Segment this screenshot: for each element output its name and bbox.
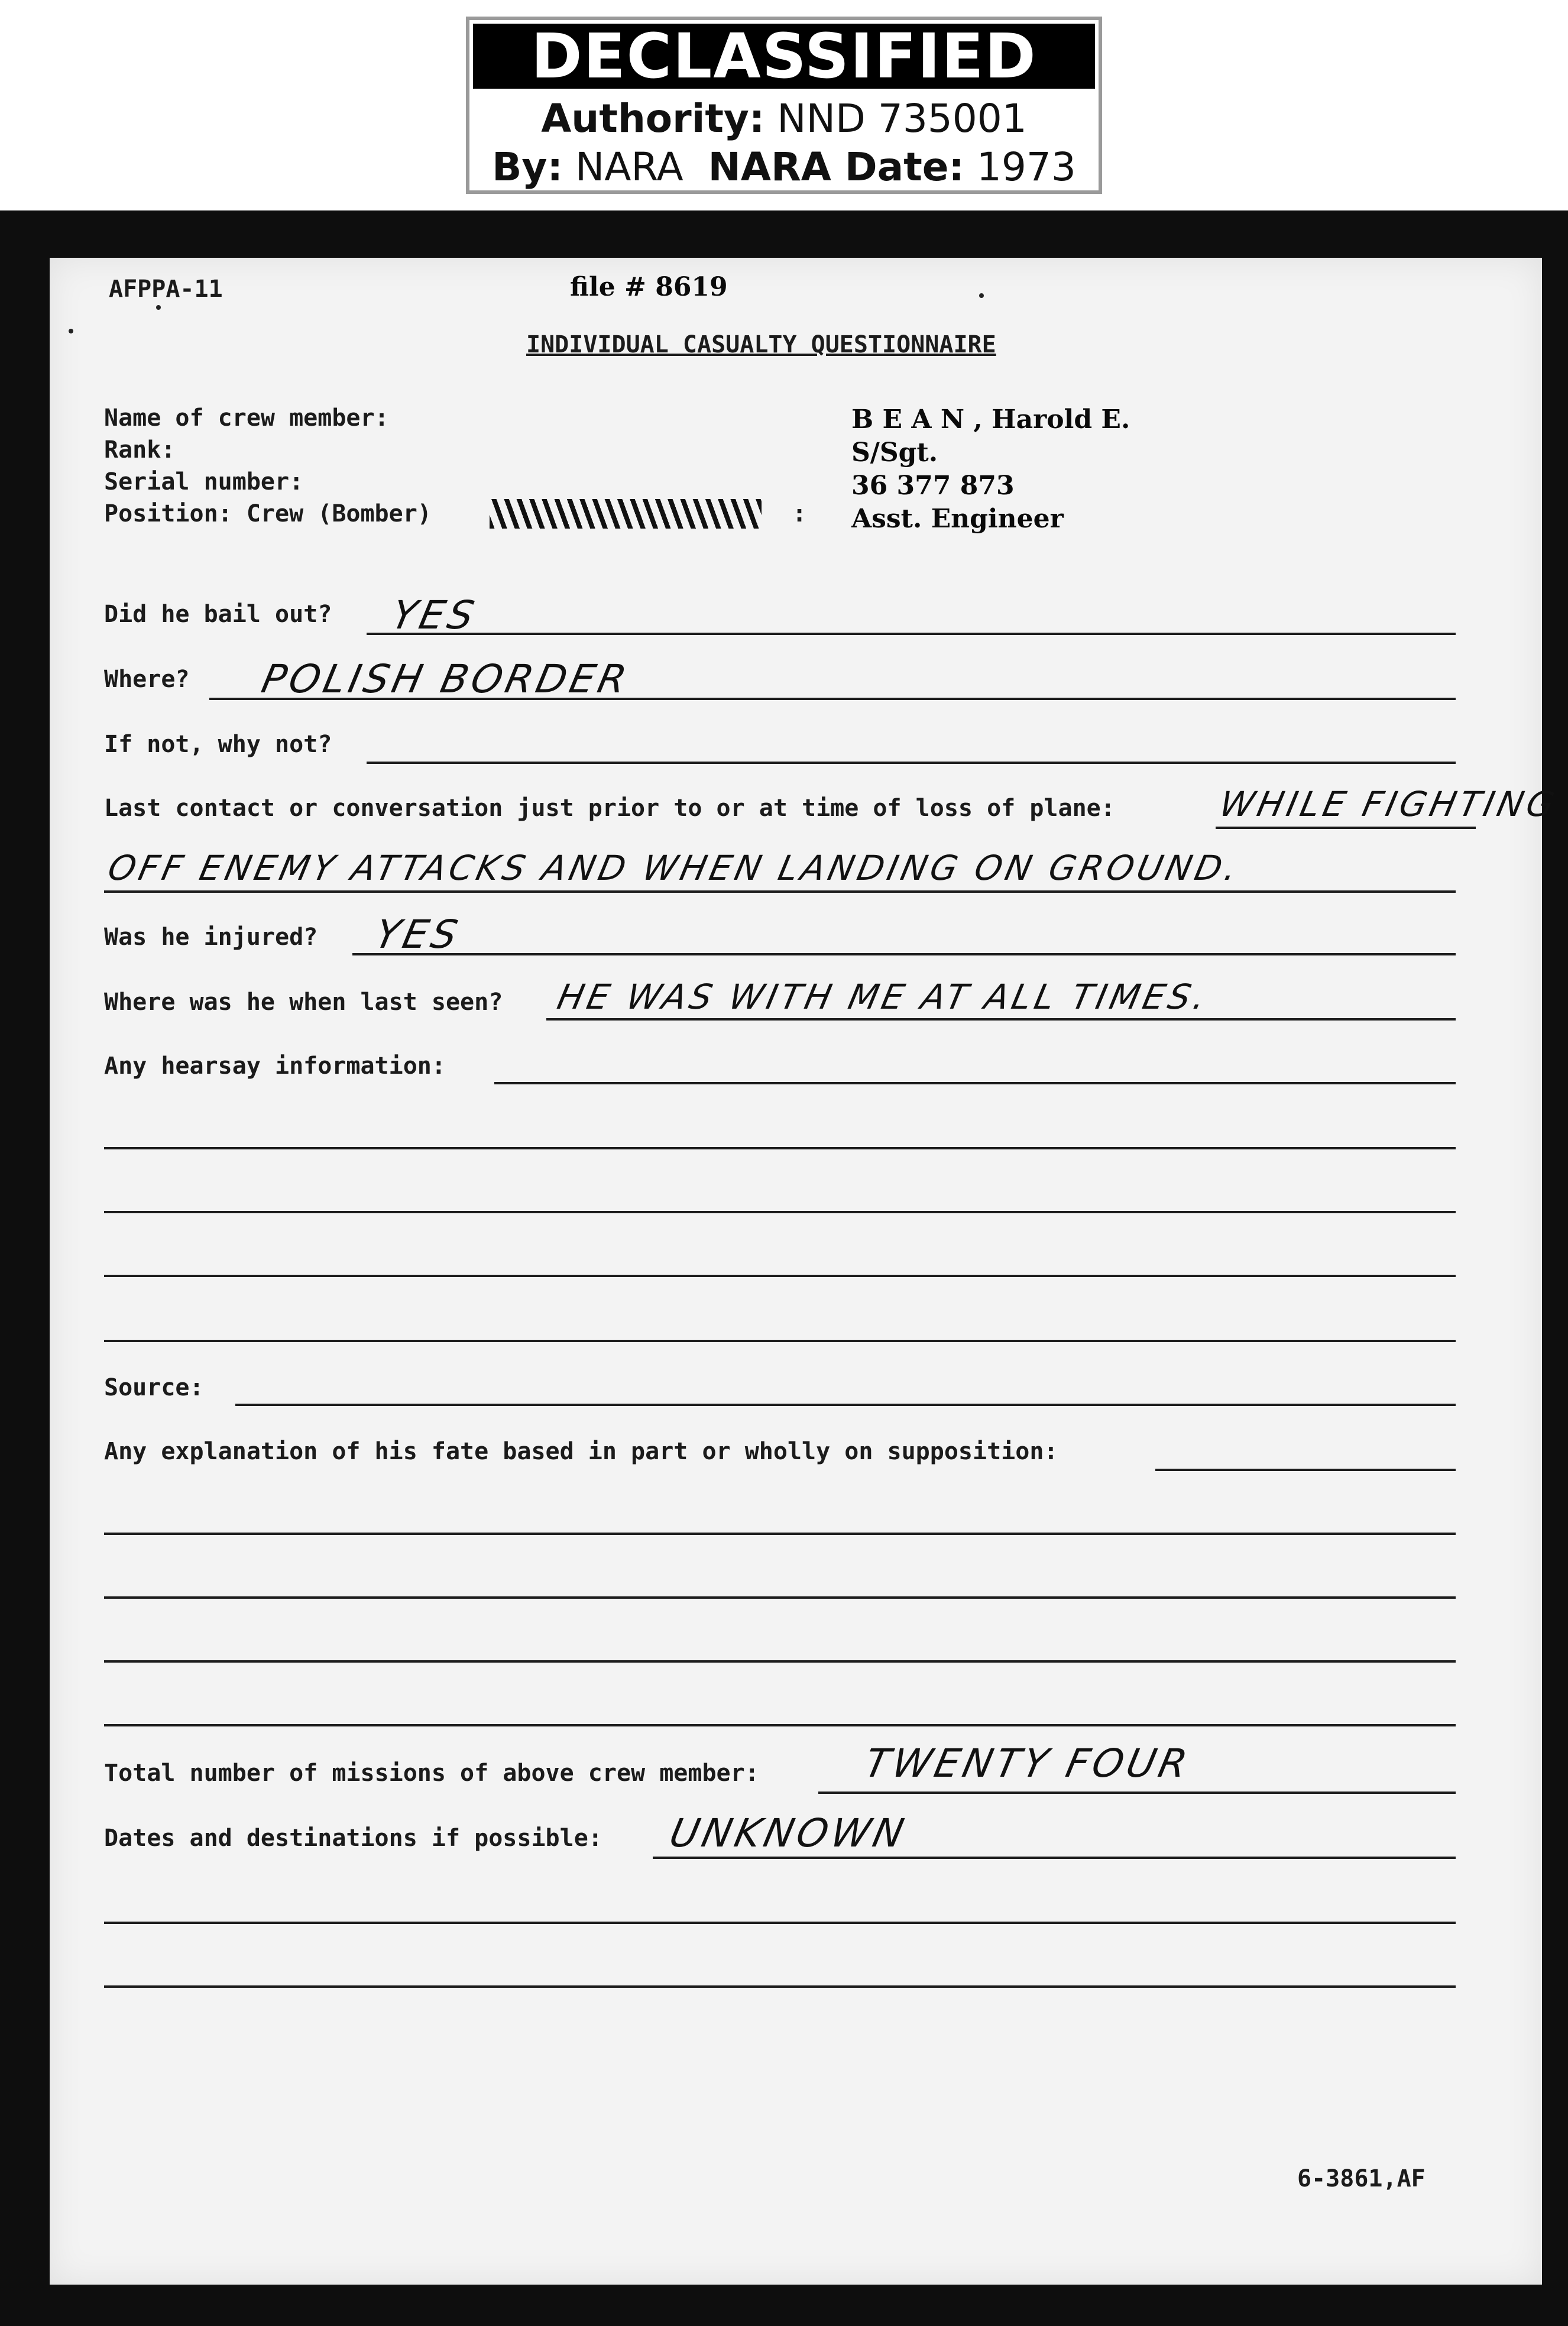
last-contact-line-2 bbox=[104, 890, 1456, 893]
name-label: Name of crew member: bbox=[104, 404, 389, 432]
bail-answer-line bbox=[367, 633, 1456, 635]
stamp-date-label: NARA Date: bbox=[708, 144, 964, 190]
where-answer: POLISH BORDER bbox=[257, 656, 634, 702]
explanation-line bbox=[104, 1596, 1456, 1599]
dates-answer-line bbox=[653, 1857, 1456, 1859]
explanation-line bbox=[104, 1533, 1456, 1535]
crew-serial: 36 377 873 bbox=[851, 471, 1015, 501]
explanation-label: Any explanation of his fate based in part or wholly on supposition: bbox=[104, 1438, 1058, 1465]
hearsay-line bbox=[494, 1082, 1456, 1084]
last-seen-answer-line bbox=[546, 1018, 1456, 1021]
last-contact-label: Last contact or conversation just prior to or at time of loss of plane: bbox=[104, 795, 1115, 822]
dates-line bbox=[104, 1922, 1456, 1924]
bail-answer: YES bbox=[387, 592, 482, 638]
last-seen-answer: HE WAS WITH ME AT ALL TIMES. bbox=[553, 977, 1213, 1017]
if-not-answer-line bbox=[367, 762, 1456, 764]
stamp-authority-line bbox=[469, 96, 1099, 141]
last-contact-answer-1: WHILE FIGHTING bbox=[1216, 784, 1561, 824]
stamp-authority-label: Authority: bbox=[541, 96, 765, 141]
explanation-line bbox=[104, 1660, 1456, 1663]
missions-label: Total number of missions of above crew member: bbox=[104, 1760, 759, 1787]
scan-speck bbox=[156, 305, 161, 310]
declassified-stamp bbox=[466, 17, 1102, 194]
footer-form-code: 6-3861,AF bbox=[1297, 2165, 1426, 2192]
file-number: file # 8619 bbox=[570, 272, 728, 302]
form-title: INDIVIDUAL CASUALTY QUESTIONNAIRE bbox=[526, 331, 996, 358]
crew-position: Asst. Engineer bbox=[851, 504, 1064, 534]
stamp-by-line bbox=[469, 144, 1099, 190]
injured-answer-line bbox=[352, 953, 1456, 955]
stamp-by-label: By: bbox=[492, 144, 563, 190]
last-contact-answer-2: OFF ENEMY ATTACKS AND WHEN LANDING ON GROUND. bbox=[104, 848, 1244, 888]
crew-rank: S/Sgt. bbox=[851, 438, 938, 468]
source-line bbox=[235, 1404, 1456, 1406]
hearsay-line bbox=[104, 1147, 1456, 1149]
scan-speck bbox=[979, 293, 984, 298]
hearsay-line bbox=[104, 1275, 1456, 1277]
injured-label: Was he injured? bbox=[104, 924, 318, 951]
redaction-marks bbox=[490, 499, 762, 529]
hearsay-line bbox=[104, 1340, 1456, 1342]
if-not-label: If not, why not? bbox=[104, 731, 332, 758]
last-seen-label: Where was he when last seen? bbox=[104, 989, 503, 1016]
last-contact-line-1 bbox=[1216, 827, 1476, 829]
bail-label: Did he bail out? bbox=[104, 601, 332, 628]
explanation-line bbox=[1155, 1469, 1456, 1471]
position-label: Position: Crew (Bomber) bbox=[104, 500, 432, 527]
crew-name: B E A N , Harold E. bbox=[851, 404, 1130, 435]
missions-answer-line bbox=[818, 1792, 1456, 1794]
missions-answer: TWENTY FOUR bbox=[860, 1741, 1195, 1786]
dates-label: Dates and destinations if possible: bbox=[104, 1825, 602, 1852]
where-label: Where? bbox=[104, 666, 190, 693]
stamp-date-value: 1973 bbox=[976, 144, 1076, 190]
source-label: Source: bbox=[104, 1374, 204, 1401]
hearsay-label: Any hearsay information: bbox=[104, 1052, 446, 1080]
stamp-by-value: NARA bbox=[575, 144, 683, 190]
stamp-authority-value: NND 735001 bbox=[777, 96, 1027, 141]
form-id: AFPPA-11 bbox=[109, 276, 223, 303]
questionnaire-page bbox=[50, 258, 1561, 2285]
hearsay-line bbox=[104, 1211, 1456, 1213]
rank-label: Rank: bbox=[104, 436, 176, 464]
explanation-line bbox=[104, 1724, 1456, 1726]
scan-speck bbox=[69, 329, 73, 333]
injured-answer: YES bbox=[371, 912, 465, 957]
dates-answer: UNKNOWN bbox=[665, 1810, 912, 1856]
position-colon: : bbox=[792, 500, 807, 527]
stamp-title: DECLASSIFIED bbox=[473, 24, 1095, 89]
serial-label: Serial number: bbox=[104, 468, 304, 495]
dates-line bbox=[104, 1985, 1456, 1988]
